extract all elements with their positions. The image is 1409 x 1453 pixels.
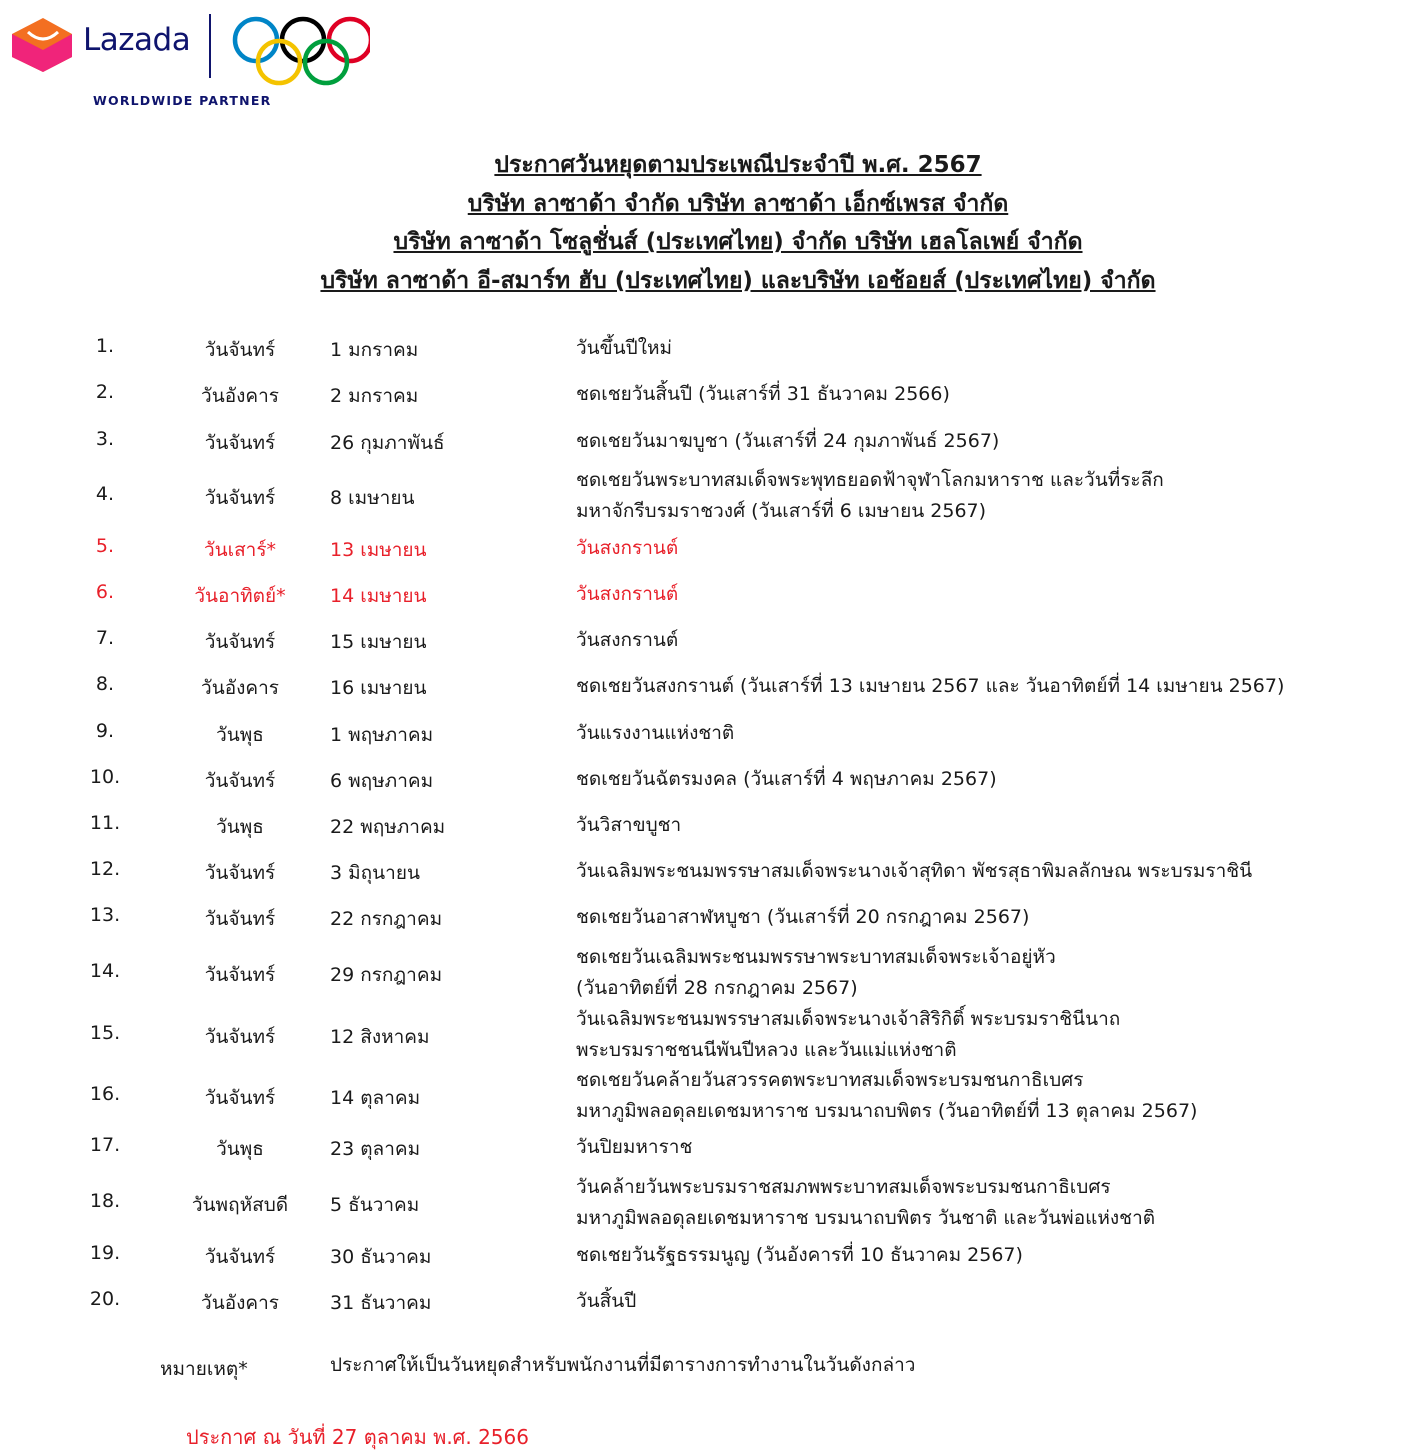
row-description: ชดเชยวันสงกรานต์ (วันเสาร์ที่ 13 เมษายน 2567 และ วันอาทิตย์ที่ 14 เมษายน 2567) [576,675,1285,697]
row-weekday: วันอังคาร [201,385,279,407]
row-number: 9. [95,720,115,742]
row-weekday: วันพุธ [216,816,264,838]
row-weekday: วันจันทร์ [204,487,276,509]
row-date: 22 กรกฎาคม [330,908,443,930]
row-number: 20. [89,1288,121,1310]
row-number: 6. [95,581,115,603]
title-line: บริษัท ลาซาด้า อี-สมาร์ท ฮับ (ประเทศไทย) และบริษัท เอช้อยส์ (ประเทศไทย) จำกัด [320,267,1156,294]
row-date: 16 เมษายน [330,677,427,699]
row-weekday: วันจันทร์ [204,432,276,454]
row-number: 19. [89,1242,121,1264]
row-description: ชดเชยวันพระบาทสมเด็จพระพุทธยอดฟ้าจุฬาโลกมหาราช และวันที่ระลึก [576,469,1164,491]
row-number: 3. [95,428,115,450]
row-date: 12 สิงหาคม [330,1026,430,1048]
row-description: วันสงกรานต์ [576,629,679,651]
row-date: 31 ธันวาคม [330,1292,432,1314]
row-date: 1 พฤษภาคม [330,724,434,746]
row-date: 8 เมษายน [330,487,415,509]
row-date: 30 ธันวาคม [330,1246,432,1268]
row-description: ชดเชยวันเฉลิมพระชนมพรรษาพระบาทสมเด็จพระเจ้าอยู่หัว [576,946,1056,968]
row-weekday: วันพุธ [216,724,264,746]
row-date: 3 มิถุนายน [330,862,420,884]
row-description: วันสงกรานต์ [576,583,679,605]
row-date: 5 ธันวาคม [330,1194,420,1216]
row-date: 2 มกราคม [330,385,419,407]
row-date: 23 ตุลาคม [330,1138,421,1160]
row-description: พระบรมราชชนนีพันปีหลวง และวันแม่แห่งชาติ [576,1039,957,1061]
row-date: 15 เมษายน [330,631,427,653]
row-number: 18. [89,1190,121,1212]
row-weekday: วันจันทร์ [204,1087,276,1109]
row-number: 12. [89,858,121,880]
row-number: 17. [89,1134,121,1156]
announcement-title [0,146,1409,300]
row-number: 4. [95,483,115,505]
title-line: ประกาศวันหยุดตามประเพณีประจำปี พ.ศ. 2567 [494,152,982,178]
row-number: 7. [95,627,115,649]
row-description: ชดเชยวันอาสาฬหบูชา (วันเสาร์ที่ 20 กรกฎาคม 2567) [576,906,1030,928]
row-description: วันขึ้นปีใหม่ [576,337,673,359]
row-description: ชดเชยวันสิ้นปี (วันเสาร์ที่ 31 ธันวาคม 2566) [576,383,950,405]
row-description: มหาจักรีบรมราชวงศ์ (วันเสาร์ที่ 6 เมษายน 2567) [576,500,987,522]
row-description: ชดเชยวันรัฐธรรมนูญ (วันอังคารที่ 10 ธันวาคม 2567) [576,1244,1023,1266]
row-description: วันเฉลิมพระชนมพรรษาสมเด็จพระนางเจ้าสุทิดา พัชรสุธาพิมลลักษณ พระบรมราชินี [576,860,1253,882]
row-description: ชดเชยวันมาฆบูชา (วันเสาร์ที่ 24 กุมภาพันธ์ 2567) [576,430,1000,452]
row-description: วันคล้ายวันพระบรมราชสมภพพระบาทสมเด็จพระบรมชนกาธิเบศร [576,1176,1111,1198]
row-description: วันสงกรานต์ [576,537,679,559]
row-date: 1 มกราคม [330,339,419,361]
row-weekday: วันอังคาร [201,1292,279,1314]
row-description: วันแรงงานแห่งชาติ [576,722,735,744]
row-weekday: วันจันทร์ [204,339,276,361]
row-weekday: วันอังคาร [201,677,279,699]
row-date: 14 ตุลาคม [330,1087,421,1109]
row-description: วันวิสาขบูชา [576,814,682,836]
row-number: 5. [95,535,115,557]
row-weekday: วันอาทิตย์* [194,585,286,607]
row-weekday: วันจันทร์ [204,770,276,792]
row-date: 13 เมษายน [330,539,427,561]
row-number: 1. [95,335,115,357]
partner-tagline: WORLDWIDE PARTNER [93,93,272,108]
row-number: 14. [89,960,121,982]
row-description: วันเฉลิมพระชนมพรรษาสมเด็จพระนางเจ้าสิริกิติ์ พระบรมราชินีนาถ [576,1008,1121,1030]
row-description: ชดเชยวันคล้ายวันสวรรคตพระบาทสมเด็จพระบรมชนกาธิเบศร [576,1069,1084,1091]
note-label: หมายเหตุ* [160,1358,248,1380]
title-line: บริษัท ลาซาด้า จำกัด บริษัท ลาซาด้า เอ็กซ์เพรส จำกัด [467,190,1009,217]
row-description: วันสิ้นปี [576,1290,637,1312]
row-description: (วันอาทิตย์ที่ 28 กรกฎาคม 2567) [576,977,858,999]
row-number: 10. [89,766,121,788]
row-weekday: วันเสาร์* [203,539,277,561]
row-description: มหาภูมิพลอดุลยเดชมหาราช บรมนาถบพิตร วันชาติ และวันพ่อแห่งชาติ [576,1207,1156,1229]
lazada-heart-icon [12,18,72,72]
olympic-rings-icon [235,19,370,83]
row-number: 8. [95,673,115,695]
brand-wordmark: Lazada [83,22,191,58]
row-number: 13. [89,904,121,926]
row-weekday: วันจันทร์ [204,1246,276,1268]
row-weekday: วันพุธ [216,1138,264,1160]
row-number: 15. [89,1022,121,1044]
row-date: 26 กุมภาพันธ์ [330,432,445,454]
row-number: 16. [89,1083,121,1105]
title-line: บริษัท ลาซาด้า โซลูชั่นส์ (ประเทศไทย) จำกัด บริษัท เฮลโลเพย์ จำกัด [393,229,1083,255]
row-description: ชดเชยวันฉัตรมงคล (วันเสาร์ที่ 4 พฤษภาคม 2567) [576,768,997,790]
row-date: 22 พฤษภาคม [330,816,446,838]
row-description: มหาภูมิพลอดุลยเดชมหาราช บรมนาถบพิตร (วันอาทิตย์ที่ 13 ตุลาคม 2567) [576,1100,1198,1122]
row-number: 2. [95,381,115,403]
note-text: ประกาศให้เป็นวันหยุดสำหรับพนักงานที่มีตารางการทำงานในวันดังกล่าว [330,1354,916,1376]
row-date: 6 พฤษภาคม [330,770,434,792]
row-number: 11. [89,812,121,834]
row-weekday: วันพฤหัสบดี [191,1194,289,1216]
row-weekday: วันจันทร์ [204,862,276,884]
row-date: 14 เมษายน [330,585,427,607]
announcement-date: ประกาศ ณ วันที่ 27 ตุลาคม พ.ศ. 2566 [186,1425,529,1449]
row-weekday: วันจันทร์ [204,908,276,930]
row-weekday: วันจันทร์ [204,1026,276,1048]
row-description: วันปิยมหาราช [576,1136,693,1158]
row-date: 29 กรกฎาคม [330,964,443,986]
row-weekday: วันจันทร์ [204,964,276,986]
row-weekday: วันจันทร์ [204,631,276,653]
